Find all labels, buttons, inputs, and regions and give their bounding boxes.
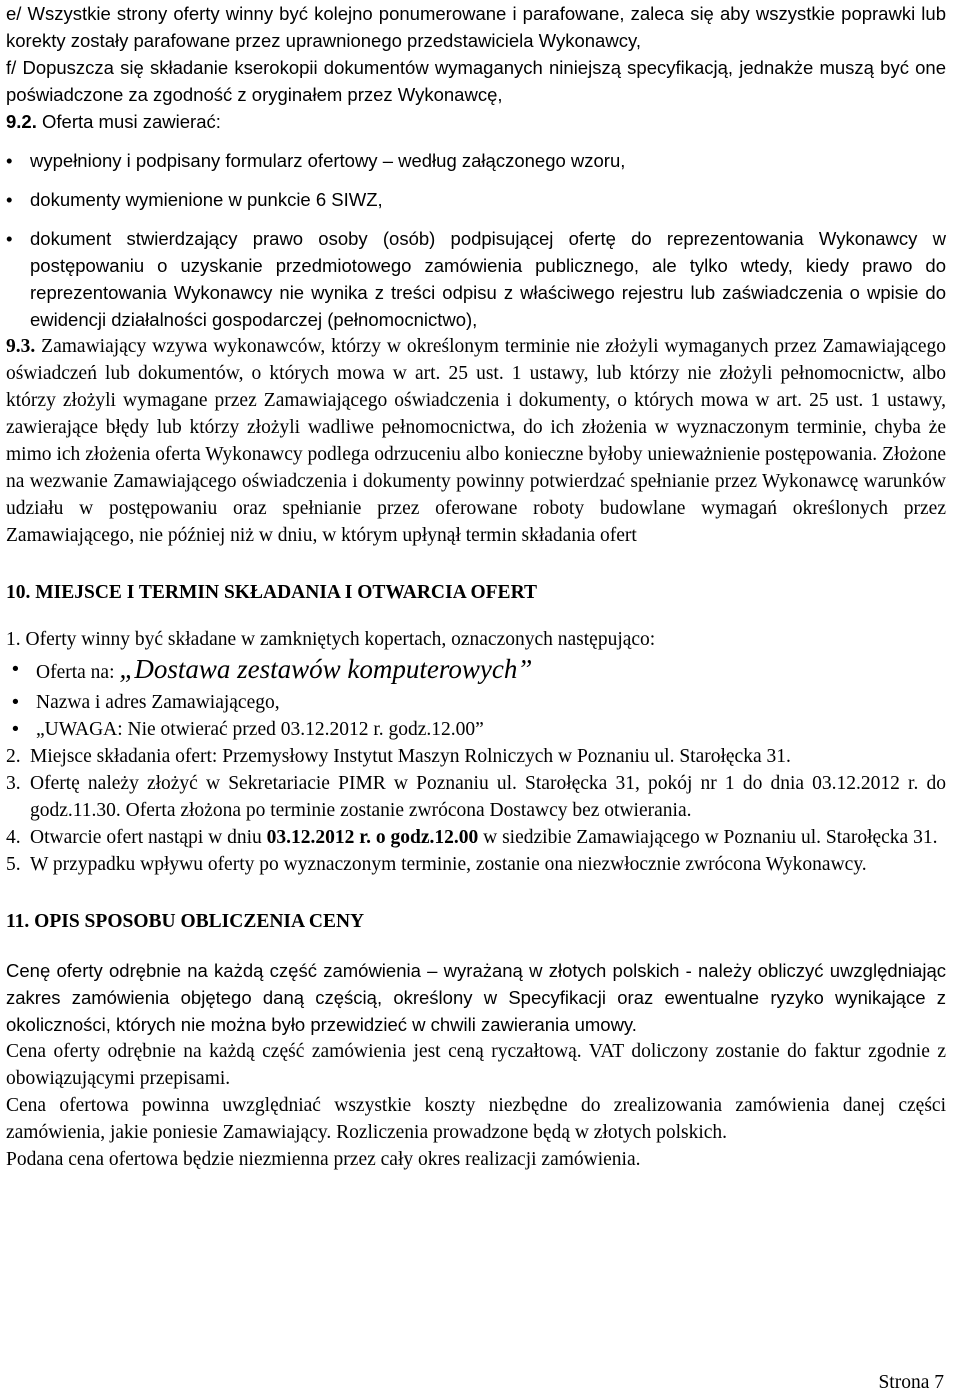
list-item: • dokument stwierdzający prawo osoby (osób) podpisującej ofertę do reprezentowania Wykonawcy w postępowaniu o uzyskanie przedmiotowego zamówienia publicznego, ale tylko wtedy, kiedy prawo do reprezentowania Wykonawcy nie wynika z treści odpisu z właściwego rejestru lub zaświadczenia o wpisie do ewidencji działalności gospodarczej (pełnomocnictwo), (6, 225, 946, 333)
opening-datetime: 03.12.2012 r. o godz.12.00 (266, 827, 479, 848)
item-text: Miejsce składania ofert: Przemysłowy Instytut Maszyn Rolniczych w Poznaniu ul. Starołęcka 31. (30, 746, 791, 767)
section-9-2-lead (6, 108, 946, 135)
list-item (6, 824, 946, 851)
document-page (6, 0, 946, 1173)
section-10-heading: 10. MIEJSCE I TERMIN SKŁADANIA I OTWARCIA OFERT (6, 582, 537, 603)
item-number: 4. (6, 827, 21, 848)
list-item: • dokumenty wymienione w punkcie 6 SIWZ, (6, 186, 946, 213)
section-10-item-1: 1. Oferty winny być składane w zamkniętych kopertach, oznaczonych następująco: (6, 629, 656, 650)
section-11-paragraph-2: Cena oferty odrębnie na każdą część zamówienia jest ceną ryczałtową. VAT doliczony zostanie do faktur zgodnie z obowiązującymi przepisami. (6, 1041, 946, 1089)
section-11-paragraph-3: Cena ofertowa powinna uwzględniać wszystkie koszty niezbędne do zrealizowania zamówienia danej części zamówienia, jakie poniesie Zamawiający. Rozliczenia prowadzone będą w złotych polskich. (6, 1095, 946, 1143)
page-number: Strona 7 (878, 1372, 944, 1393)
section-10-numbered-list (6, 743, 946, 878)
item-number: 3. (6, 773, 21, 794)
item-text: W przypadku wpływu oferty po wyznaczonym terminie, zostanie ona niezwłocznie zwrócona Wykonawcy. (30, 854, 867, 875)
section-number: 9.3. (6, 336, 36, 357)
item-text: Otwarcie ofert nastąpi w dniu (30, 827, 267, 848)
list-item: • „UWAGA: Nie otwierać przed 03.12.2012 r. godz.12.00” (12, 716, 946, 743)
list-item: • wypełniony i podpisany formularz ofertowy – według załączonego wzoru, (6, 147, 946, 174)
item-text: w siedzibie Zamawiającego w Poznaniu ul. Starołęcka 31. (478, 827, 938, 848)
list-item: • Nazwa i adres Zamawiającego, (12, 689, 946, 716)
paragraph-f: f/ Dopuszcza się składanie kserokopii dokumentów wymaganych niniejszą specyfikacją, jednakże muszą być one poświadczone za zgodność z oryginałem przez Wykonawcę, (6, 57, 946, 105)
list-item (6, 851, 946, 878)
item-number: 2. (6, 746, 21, 767)
section-9-3 (6, 333, 946, 549)
list-item (12, 653, 946, 689)
section-9-2-list (6, 147, 946, 333)
section-11-paragraph-1: Cenę oferty odrębnie na każdą część zamówienia – wyrażaną w złotych polskich - należy obliczyć uwzględniając zakres zamówienia objętego daną częścią, określony w Specyfikacji oraz ewentualne ryzyko wynikające z okoliczności, których nie można było przewidzieć w chwili zawierania umowy. (6, 960, 946, 1035)
section-11-heading: 11. OPIS SPOSOBU OBLICZENIA CENY (6, 911, 365, 932)
section-lead-text: Oferta musi zawierać: (36, 111, 221, 132)
offer-label: Oferta na: (36, 662, 120, 683)
section-number: 9.2. (6, 111, 37, 132)
item-number: 5. (6, 854, 21, 875)
list-item (6, 743, 946, 770)
paragraph-e: e/ Wszystkie strony oferty winny być kolejno ponumerowane i parafowane, zaleca się aby wszystkie poprawki lub korekty zostały parafowane przez uprawnionego przedstawiciela Wykonawcy, (6, 3, 946, 51)
item-text: Ofertę należy złożyć w Sekretariacie PIMR w Poznaniu ul. Starołęcka 31, pokój nr 1 do dnia 03.12.2012 r. do godz.11.30. Oferta złożona po terminie zostanie zwrócona Dostawcy bez otwierania. (30, 773, 946, 821)
section-11-paragraph-4: Podana cena ofertowa będzie niezmienna przez cały okres realizacji zamówienia. (6, 1149, 641, 1170)
list-item (6, 770, 946, 824)
offer-title: „Dostawa zestawów komputerowych” (119, 654, 533, 684)
section-text: Zamawiający wzywa wykonawców, którzy w określonym terminie nie złożyli wymaganych przez Zamawiającego oświadczeń lub dokumentów, o których mowa w art. 25 ust. 1 ustawy, lub którzy nie złożyli pełnomocnictw, albo którzy złożyli wymagane przez Zamawiającego oświadczenia i dokumenty, o których mowa w art. 25 ust. 1 ustawy, zawierające błędy lub którzy złożyli wadliwe pełnomocnictwa, do ich złożenia w wyznaczonym terminie, chyba że mimo ich złożenia oferta Wykonawcy podlega odrzuceniu albo konieczne byłoby unieważnienie postępowania. Złożone na wezwanie Zamawiającego oświadczenia i dokumenty powinny potwierdzać spełnianie przez Wykonawcę warunków udziału w postępowaniu oraz spełnianie przez oferowane roboty budowlane wymagań określonych przez Zamawiającego, nie później niż w dniu, w którym upłynął termin składania ofert (6, 336, 946, 546)
envelope-marking-list (6, 653, 946, 743)
